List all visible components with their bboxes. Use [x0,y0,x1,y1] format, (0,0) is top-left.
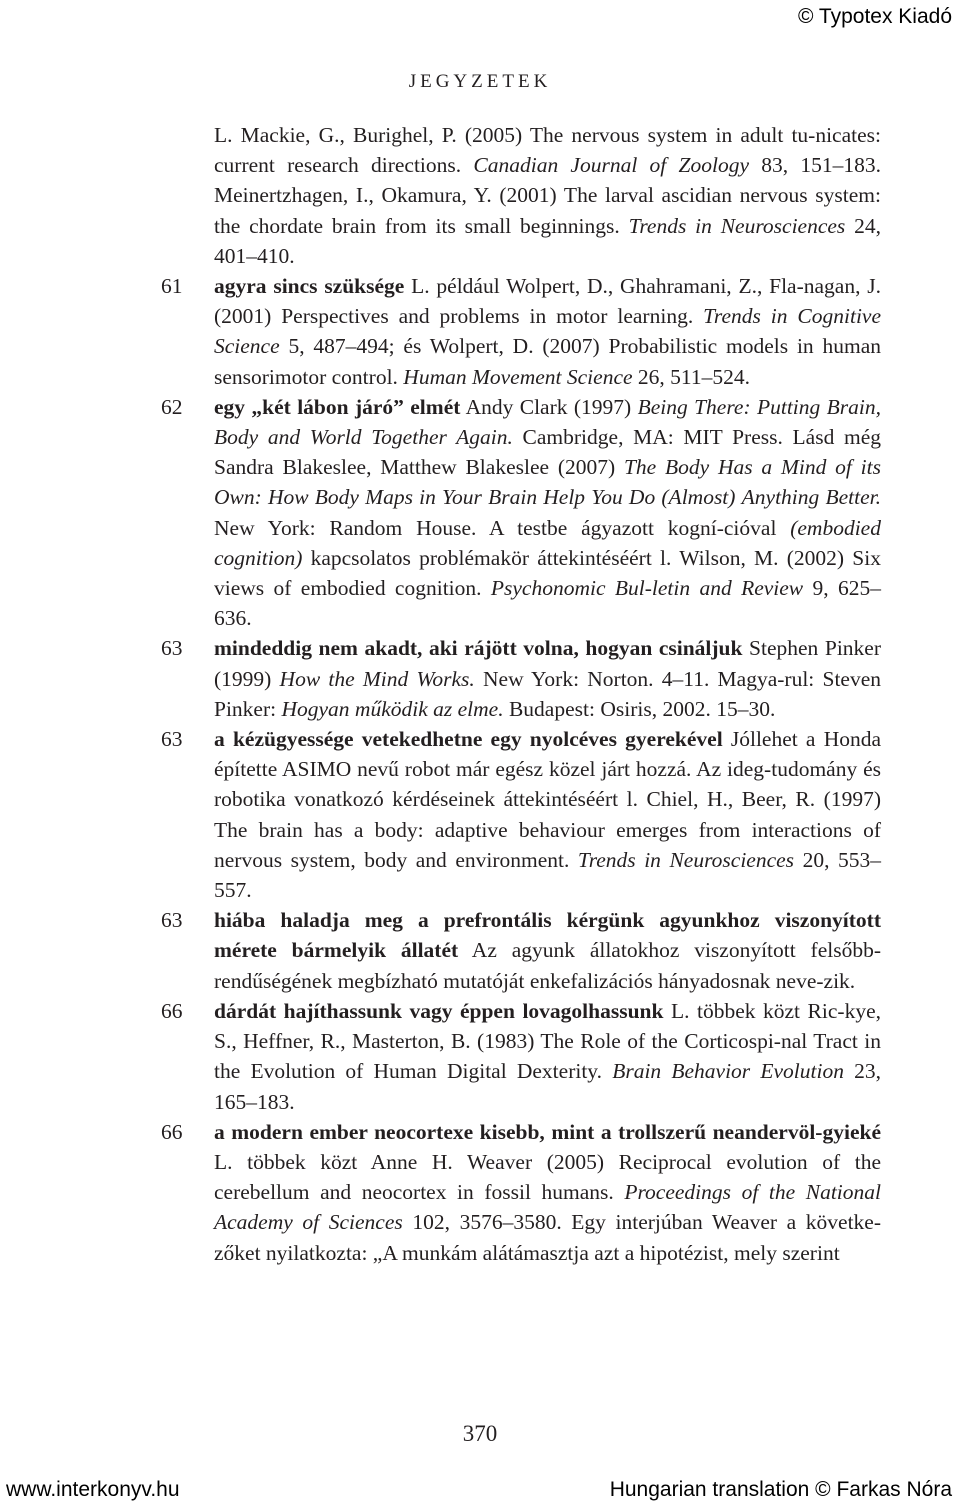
endnote-keyword: dárdát hajíthassunk vagy éppen lovagolhassunk [214,998,664,1023]
endnote-run: kye, S., Heffner, R., Masterton, B. (1983) The Role of the Corticospi- [214,998,881,1054]
endnote-run: rul: Steven Pinker: [214,666,882,721]
endnote-run: H., Beer, R. (1997) The brain has a body: adaptive behaviour emerges [214,787,881,842]
citation-title: Neurosciences [720,213,846,238]
endnote-run: Cambridge, MA: MIT Press. [512,425,783,450]
citation-title: Proceedings of the National [624,1180,881,1205]
citation-title: Neurosciences [669,847,795,872]
endnote-run: 102, 3576–3580. Egy interjúban Weaver a követke- [402,1210,881,1235]
endnote-text [214,724,881,905]
citation-title: Evolution [760,1059,844,1084]
endnote-run: Budapest: Osiris, 2002. [503,696,711,721]
endnote-run: kapcsolatos problémakör áttekintéséért l. [302,545,672,570]
endnote-run: rendűségének megbízható mutatóját enkefalizációs hányadosnak neve- [214,968,824,993]
endnote-run: New York: Random House. A testbe ágyazott kogní- [214,515,724,540]
endnote-run: New York: Norton. 4–11. Magya- [474,666,785,691]
endnote-run: L. például Wolpert, D., Ghahramani, Z., Fla- [404,274,804,299]
endnote-run: 83, [749,153,789,178]
endnote-number: 63 [161,908,183,933]
endnote [0,905,960,996]
endnote-run: zőket nyilatkozta: „A munkám alátámasztja azt a hipotézist, mely szerint [214,1240,840,1265]
copyright-notice: © Typotex Kiadó [797,5,952,28]
citation-title: Being There: Putting [637,394,821,419]
citation-title: The Body Has a [623,455,773,480]
endnote-run: 151–183. Meinertzhagen, I., Okamura, Y. (2001) The larval ascidian [214,153,881,208]
citation-title: Brain Behavior [612,1059,751,1084]
endnote-run: nicates: current research directions. [214,123,881,178]
citation-title: Brain, Body and World Together Again. [214,394,882,450]
endnote-run: the cerebellum and neocortex in fossil humans. [214,1149,882,1205]
endnote-text [214,1117,881,1268]
endnote-run: L. többek közt Ric- [663,998,845,1023]
citation-title: Canadian Journal of Zoology [473,153,749,178]
endnote-run: Andy Clark (1997) [460,394,638,419]
endnote-run: 9, 625–636. [214,576,881,631]
endnote-number: 62 [161,394,183,419]
endnote-keyword: agyra sincs szüksége [214,274,405,299]
endnote-run: Jóllehet a [722,727,816,752]
website-link[interactable]: www.interkonyv.hu [6,1478,180,1501]
endnote [0,392,960,634]
endnote-keyword: egy „két lábon járó” elmét [214,394,461,419]
endnote-keyword: mérete bármelyik állatét [214,938,459,963]
endnote-run: L. többek közt Anne H. Weaver (2005) Reciprocal evolution of [214,1149,841,1174]
endnote-keyword: gyieké [822,1119,881,1144]
endnote-run: from interactions of nervous system, body and environment. [214,817,881,872]
endnotes-list [0,120,960,1268]
endnote-text [214,996,881,1117]
endnote [0,1117,960,1268]
citation-title: letin and Review [651,576,804,601]
endnote-run: 24, 401–410. [214,213,882,268]
endnote-run: tudomány és robotika vonatkozó kérdéseinek áttekintéséért l. Chiel, [214,757,881,812]
citation-title: in Cognitive Science [214,304,882,359]
endnote-text [214,633,881,724]
endnote [0,724,960,905]
endnote-run: Az agyunk állatokhoz viszonyított felsőbb- [458,938,881,963]
citation-title: (embodied cognition) [214,515,881,570]
endnote-run: nervous system: the chordate brain from its small beginnings. [214,183,881,238]
citation-title: Human Movement Science [403,364,633,389]
endnote-text [214,271,881,392]
endnote-run: 5, 487–494; és Wolpert, D. (2007) Probabilistic [279,334,718,359]
endnote-text [214,905,881,996]
endnote-number: 63 [161,727,183,752]
endnote [0,633,960,724]
endnote-run: Stephen [742,636,819,661]
endnote-keyword: hiába haladja meg a prefrontális kérgünk agyunkhoz viszonyított [214,908,881,933]
citation-title: How the Mind Works. [279,666,475,691]
citation-title: Trends in [628,213,712,238]
endnote-keyword: a modern ember neocortexe kisebb, mint a trollszerű neandervöl- [214,1119,823,1144]
endnote-run: 20, 553–557. [214,847,881,903]
endnote-run: zik. [823,968,856,993]
citation-title: Academy of Sciences [214,1210,403,1235]
citation-title: Mind of its Own: How Body Maps in Your Brain Help You Do (Almost) [214,455,881,510]
endnote-text [214,392,881,634]
endnote [0,996,960,1117]
citation-title: Psychonomic Bul- [490,576,652,601]
citation-title: Hogyan működik az elme. [281,696,504,721]
endnote-run: Pinker (1999) [214,636,881,691]
endnote-run: nal Tract in the Evolution of Human Digital Dexterity. [214,1029,881,1084]
endnote-keyword: a kézügyessége vetekedhetne egy nyolcéves gyerekével [214,727,723,752]
endnote-run: 23, 165–183. [214,1059,882,1114]
endnote-number: 63 [161,636,183,661]
endnote-run: Lásd még Sandra Blakeslee, Matthew Blakeslee (2007) [214,425,882,480]
endnote-number: 66 [161,1119,183,1144]
running-header: JEGYZETEK [408,71,552,92]
citation-title: Trends [703,304,761,329]
endnote-run: nagan, J. (2001) Perspectives and problems in motor learning. [214,274,881,329]
citation-title: Trends in [577,847,661,872]
translation-credit: Hungarian translation © Farkas Nóra [609,1478,952,1501]
endnote [0,120,960,271]
endnote-number: 66 [161,998,183,1023]
endnote [0,271,960,392]
citation-title: Anything Better. [741,485,881,510]
endnote-number: 61 [161,274,183,299]
endnote-run: L. Mackie, G., Burighel, P. (2005) The nervous system in adult tu- [214,123,816,147]
endnote-run: 511–524. [670,364,750,389]
endnote-keyword: mindeddig nem akadt, aki rájött volna, hogyan csináljuk [214,636,743,661]
endnote-text [214,120,881,271]
page-number: 370 [462,1421,498,1446]
endnote-run: cióval [723,515,791,540]
endnote-run: Wilson, M. (2002) Six views of embodied cognition. [214,545,881,601]
endnote-run: 15–30. [716,696,776,721]
endnote-run: Honda építette ASIMO nevű robot már egész közel járt hozzá. Az ideg- [214,727,882,782]
endnote-run: models in human sensorimotor control. [214,334,881,389]
endnote-run: 26, [632,364,665,389]
